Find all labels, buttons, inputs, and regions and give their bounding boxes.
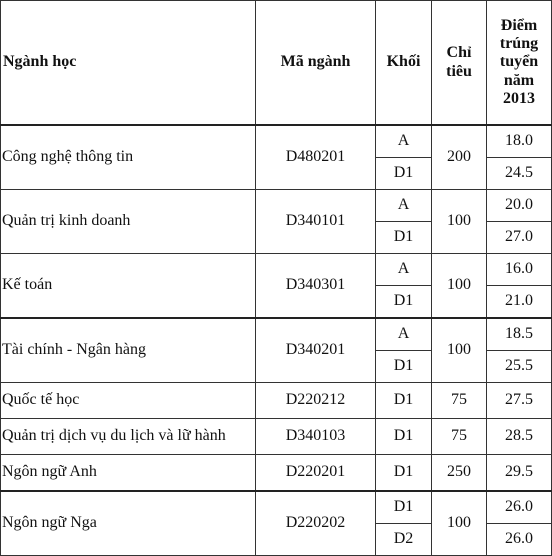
block-cell: D1 (376, 351, 432, 383)
block-cell: D2 (376, 524, 432, 556)
table-header-row (1, 1, 552, 126)
block-cell: D1 (376, 286, 432, 319)
block-cell: A (376, 190, 432, 222)
code-cell: D340201 (256, 318, 376, 383)
major-cell: Công nghệ thông tin (1, 125, 256, 190)
score-cell: 24.5 (487, 158, 552, 190)
code-cell: D340103 (256, 419, 376, 455)
quota-cell: 250 (432, 455, 487, 492)
major-cell: Quản trị dịch vụ du lịch và lữ hành (1, 419, 256, 455)
quota-cell: 100 (432, 254, 487, 319)
code-cell: D220202 (256, 491, 376, 556)
score-cell: 29.5 (487, 455, 552, 492)
code-cell: D220201 (256, 455, 376, 492)
table-row (1, 254, 552, 286)
code-cell: D480201 (256, 125, 376, 190)
table-row (1, 318, 552, 351)
score-cell: 26.0 (487, 524, 552, 556)
block-cell: D1 (376, 383, 432, 419)
code-cell: D340301 (256, 254, 376, 319)
header-quota-line: Chỉ (446, 44, 472, 62)
header-major: Ngành học (1, 1, 256, 126)
quota-cell: 75 (432, 383, 487, 419)
header-score-line: 2013 (503, 90, 535, 108)
block-cell: D1 (376, 158, 432, 190)
score-cell: 26.0 (487, 491, 552, 524)
header-code: Mã ngành (256, 1, 376, 126)
code-cell: D220212 (256, 383, 376, 419)
header-score-line: năm (503, 71, 535, 89)
block-cell: A (376, 318, 432, 351)
score-cell: 21.0 (487, 286, 552, 319)
table-row (1, 419, 552, 455)
quota-cell: 75 (432, 419, 487, 455)
major-cell: Kế toán (1, 254, 256, 319)
header-score-line: trúng (499, 34, 539, 52)
header-quota-line: tiêu (446, 62, 472, 80)
major-cell: Tài chính - Ngân hàng (1, 318, 256, 383)
major-cell: Quốc tế học (1, 383, 256, 419)
block-cell: D1 (376, 419, 432, 455)
header-quota (432, 1, 487, 126)
table-row (1, 455, 552, 492)
major-cell: Quản trị kinh doanh (1, 190, 256, 254)
score-cell: 25.5 (487, 351, 552, 383)
table-row (1, 491, 552, 524)
score-cell: 27.0 (487, 222, 552, 254)
code-cell: D340101 (256, 190, 376, 254)
table-row (1, 383, 552, 419)
header-score (487, 1, 552, 126)
major-cell: Ngôn ngữ Anh (1, 455, 256, 492)
block-cell: A (376, 125, 432, 158)
header-score-line: Điểm (500, 16, 538, 34)
block-cell: A (376, 254, 432, 286)
quota-cell: 100 (432, 190, 487, 254)
header-block: Khối (376, 1, 432, 126)
score-cell: 28.5 (487, 419, 552, 455)
score-cell: 27.5 (487, 383, 552, 419)
major-cell: Ngôn ngữ Nga (1, 491, 256, 556)
block-cell: D1 (376, 491, 432, 524)
header-score-line: tuyển (499, 53, 539, 71)
quota-cell: 100 (432, 318, 487, 383)
table-row (1, 125, 552, 158)
score-cell: 18.0 (487, 125, 552, 158)
quota-cell: 200 (432, 125, 487, 190)
block-cell: D1 (376, 455, 432, 492)
score-cell: 18.5 (487, 318, 552, 351)
block-cell: D1 (376, 222, 432, 254)
quota-cell: 100 (432, 491, 487, 556)
score-cell: 20.0 (487, 190, 552, 222)
table-row (1, 190, 552, 222)
score-cell: 16.0 (487, 254, 552, 286)
